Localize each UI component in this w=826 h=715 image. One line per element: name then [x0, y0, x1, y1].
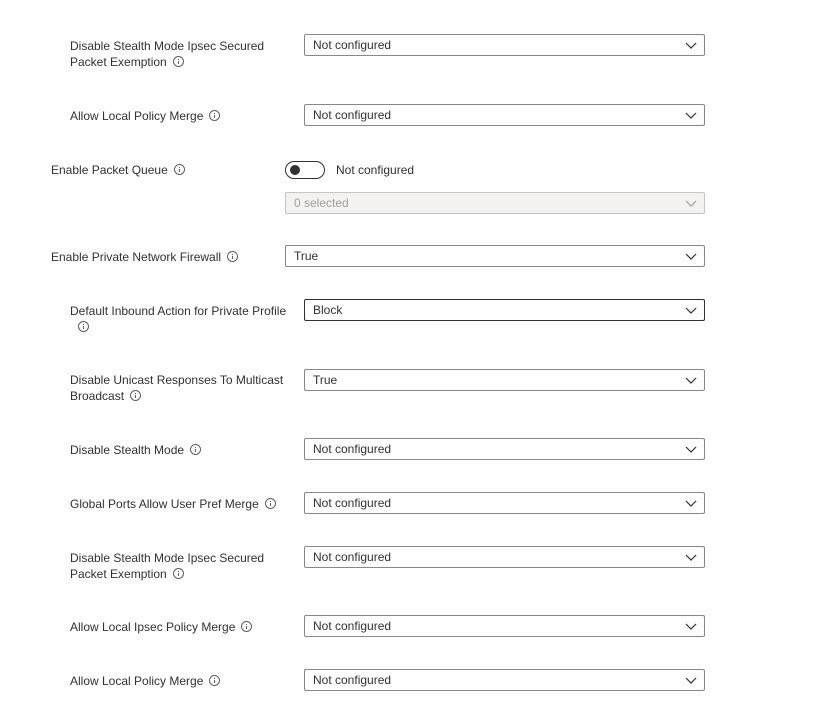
chevron-down-icon [685, 250, 697, 262]
setting-label-allow-local-ipsec-policy-merge [70, 619, 252, 635]
dropdown-value: True [294, 249, 319, 263]
label-line-1: Disable Unicast Responses To Multicast [70, 373, 284, 387]
dropdown-value: Not configured [313, 108, 392, 122]
label-line-2: Packet Exemption [70, 567, 167, 581]
chevron-down-icon [685, 197, 697, 209]
dropdown-value: Not configured [313, 38, 392, 52]
setting-label-stealth-ipsec-exemption [70, 38, 264, 70]
label-text: Allow Local Policy Merge [70, 109, 204, 123]
info-icon[interactable] [173, 56, 184, 67]
info-icon[interactable] [174, 164, 185, 175]
info-icon[interactable] [209, 110, 220, 121]
label-text: Disable Stealth Mode [70, 443, 185, 457]
setting-label-allow-local-policy-merge-2 [70, 673, 220, 689]
dropdown-value: Not configured [313, 619, 392, 633]
label-text: Default Inbound Action for Private Profile [70, 304, 287, 318]
setting-label-allow-local-policy-merge [70, 108, 220, 124]
info-icon[interactable] [241, 621, 252, 632]
dropdown-enable-private-network-firewall[interactable] [285, 245, 705, 267]
chevron-down-icon [685, 304, 697, 316]
setting-label-enable-private-network-firewall [51, 249, 238, 265]
dropdown-value: Not configured [313, 550, 392, 564]
info-icon[interactable] [265, 498, 276, 509]
dropdown-global-ports-allow-user-pref-merge[interactable] [304, 492, 705, 514]
dropdown-default-inbound-action[interactable] [304, 299, 705, 321]
dropdown-allow-local-policy-merge[interactable] [304, 104, 705, 126]
setting-label-stealth-ipsec-exemption-2 [70, 550, 264, 582]
setting-label-default-inbound-action [70, 303, 286, 335]
info-icon[interactable] [130, 390, 141, 401]
label-text: Allow Local Policy Merge [70, 674, 204, 688]
info-icon[interactable] [78, 321, 89, 332]
dropdown-allow-local-policy-merge-2[interactable] [304, 669, 705, 691]
info-icon[interactable] [190, 444, 201, 455]
label-text: Allow Local Ipsec Policy Merge [70, 620, 236, 634]
dropdown-value: Not configured [313, 442, 392, 456]
dropdown-value: True [313, 373, 338, 387]
label-text: Enable Private Network Firewall [51, 250, 222, 264]
setting-label-disable-stealth-mode [70, 442, 201, 458]
setting-label-disable-unicast-responses [70, 372, 283, 404]
dropdown-disable-unicast-responses[interactable] [304, 369, 705, 391]
label-line-2: Packet Exemption [70, 55, 167, 69]
label-text: Enable Packet Queue [51, 163, 168, 177]
chevron-down-icon [685, 374, 697, 386]
dropdown-value: 0 selected [294, 196, 349, 210]
chevron-down-icon [685, 497, 697, 509]
toggle-state-text: Not configured [336, 163, 415, 177]
setting-label-global-ports-allow-user-pref-merge [70, 496, 276, 512]
chevron-down-icon [685, 551, 697, 563]
toggle-knob [290, 165, 300, 175]
chevron-down-icon [685, 674, 697, 686]
info-icon[interactable] [209, 675, 220, 686]
label-line-1: Disable Stealth Mode Ipsec Secured [70, 39, 265, 53]
packet-queue-toggle[interactable] [285, 161, 325, 179]
label-line-2: Broadcast [70, 389, 125, 403]
dropdown-value: Not configured [313, 496, 392, 510]
chevron-down-icon [685, 443, 697, 455]
chevron-down-icon [685, 39, 697, 51]
dropdown-value: Not configured [313, 673, 392, 687]
info-icon[interactable] [227, 251, 238, 262]
dropdown-allow-local-ipsec-policy-merge[interactable] [304, 615, 705, 637]
info-icon[interactable] [173, 568, 184, 579]
chevron-down-icon [685, 109, 697, 121]
dropdown-value: Block [313, 303, 343, 317]
setting-label-enable-packet-queue [51, 162, 185, 178]
packet-queue-multiselect [285, 192, 705, 214]
label-text: Global Ports Allow User Pref Merge [70, 497, 259, 511]
dropdown-stealth-ipsec-exemption-2[interactable] [304, 546, 705, 568]
dropdown-disable-stealth-mode[interactable] [304, 438, 705, 460]
chevron-down-icon [685, 620, 697, 632]
label-line-1: Disable Stealth Mode Ipsec Secured [70, 551, 265, 565]
dropdown-stealth-ipsec-exemption[interactable] [304, 34, 705, 56]
